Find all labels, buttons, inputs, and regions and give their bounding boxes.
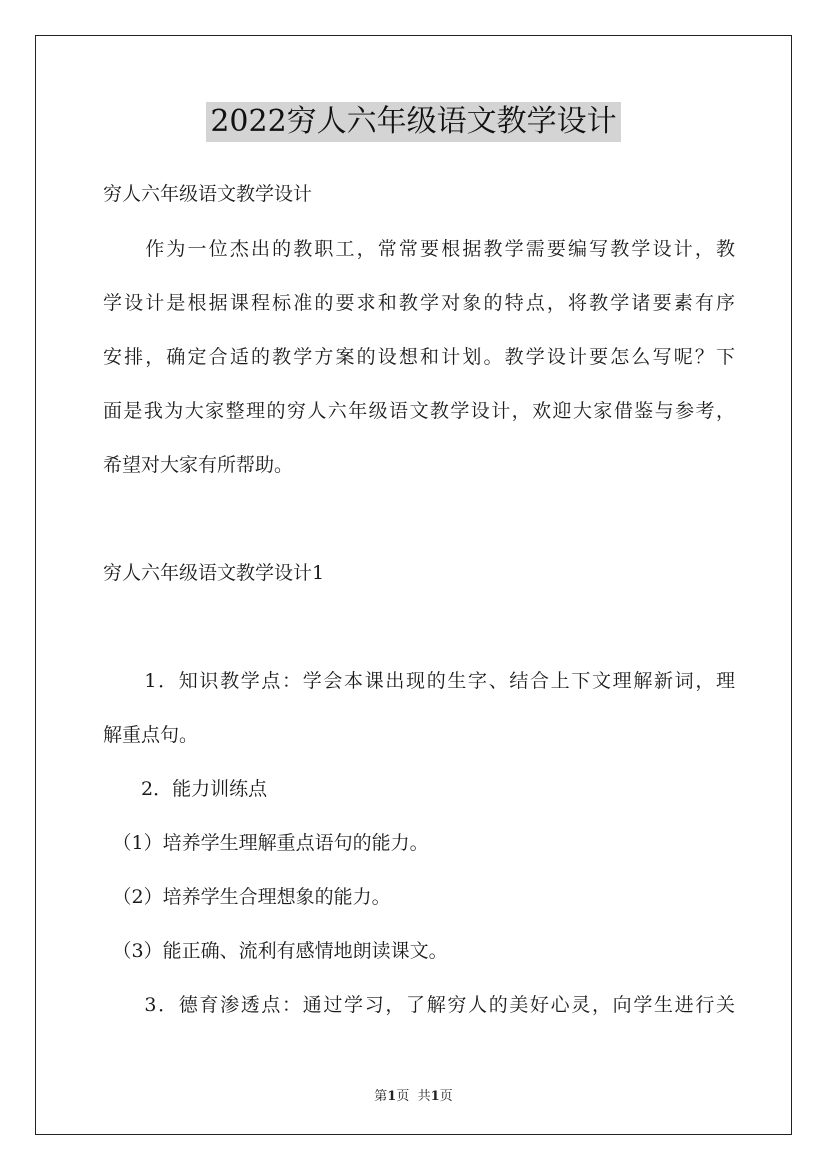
- page-number: 1: [387, 1089, 397, 1104]
- list-item: （1）培养学生理解重点语句的能力。: [103, 832, 429, 854]
- paragraph-line: 3．德育渗透点：通过学习，了解穷人的美好心灵，向学生进行关: [103, 994, 735, 1016]
- list-item: （3）能正确、流利有感情地朗读课文。: [103, 940, 448, 962]
- section-heading: 穷人六年级语文教学设计1: [103, 562, 325, 584]
- list-item: （2）培养学生合理想象的能力。: [103, 886, 391, 908]
- paragraph-line: 1．知识教学点：学会本课出现的生字、结合上下文理解新词，理: [103, 670, 735, 692]
- list-item: 2．能力训练点: [103, 778, 268, 800]
- paragraph-line: 面是我为大家整理的穷人六年级语文教学设计，欢迎大家借鉴与参考，: [103, 400, 735, 422]
- total-suffix: 页: [439, 1089, 453, 1104]
- section-heading: 穷人六年级语文教学设计: [103, 183, 313, 205]
- page-footer: [0, 1085, 827, 1104]
- total-prefix: 共: [417, 1089, 431, 1104]
- total-pages: 1: [430, 1089, 440, 1104]
- paragraph-line: 解重点句。: [103, 724, 199, 746]
- page-prefix: 第: [374, 1089, 388, 1104]
- paragraph-line: 学设计是根据课程标准的要求和教学对象的特点，将教学诸要素有序: [103, 292, 735, 314]
- page-suffix: 页: [396, 1089, 410, 1104]
- paragraph-line: 安排，确定合适的教学方案的设想和计划。教学设计要怎么写呢？下: [103, 346, 735, 368]
- paragraph-line: 希望对大家有所帮助。: [103, 454, 294, 476]
- paragraph-line: 作为一位杰出的教职工，常常要根据教学需要编写教学设计，教: [103, 238, 735, 260]
- document-title: 2022穷人六年级语文教学设计: [206, 102, 620, 142]
- title-container: [0, 102, 827, 142]
